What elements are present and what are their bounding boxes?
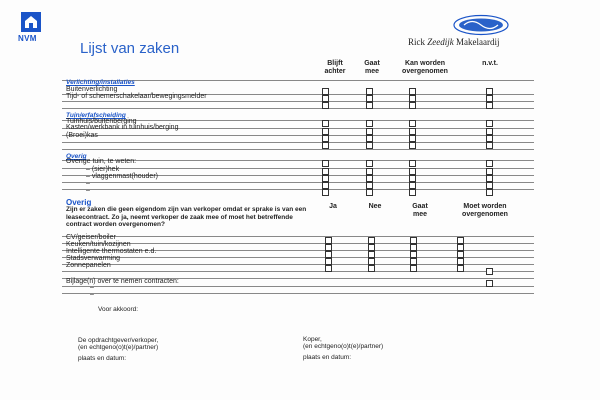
checkbox[interactable] bbox=[325, 265, 332, 272]
checkbox[interactable] bbox=[410, 251, 417, 258]
checkbox[interactable] bbox=[486, 280, 493, 287]
checkbox[interactable] bbox=[366, 189, 373, 196]
col-gaat-mee: Gaat mee bbox=[364, 60, 380, 75]
row-label: Zonnepanelen bbox=[66, 262, 111, 269]
checkbox[interactable] bbox=[368, 258, 375, 265]
checkbox[interactable] bbox=[368, 265, 375, 272]
row-label: – vlaggenmast(houder) bbox=[86, 173, 158, 180]
buyer-place-date: plaats en datum: bbox=[303, 354, 352, 361]
col-gaat-mee-2: Gaat mee bbox=[412, 203, 428, 218]
nvm-logo bbox=[18, 12, 44, 46]
page-title: Lijst van zaken bbox=[80, 40, 180, 57]
checkbox[interactable] bbox=[486, 135, 493, 142]
checkbox[interactable] bbox=[325, 251, 332, 258]
checkbox[interactable] bbox=[366, 120, 373, 127]
divider bbox=[62, 189, 534, 190]
voor-akkoord: Voor akkoord: bbox=[98, 306, 139, 313]
divider bbox=[62, 135, 534, 136]
checkbox[interactable] bbox=[486, 175, 493, 182]
checkbox[interactable] bbox=[322, 128, 329, 135]
section-heading: Overig bbox=[66, 153, 87, 160]
checkbox[interactable] bbox=[457, 237, 464, 244]
divider bbox=[62, 286, 534, 287]
checkbox[interactable] bbox=[322, 88, 329, 95]
seller-place-date: plaats en datum: bbox=[78, 355, 127, 362]
checkbox[interactable] bbox=[322, 95, 329, 102]
divider bbox=[62, 142, 534, 143]
checkbox[interactable] bbox=[486, 128, 493, 135]
checkbox[interactable] bbox=[409, 189, 416, 196]
checkbox[interactable] bbox=[366, 175, 373, 182]
buyer-label: Koper, bbox=[303, 336, 322, 343]
row-label: – (sier)hek bbox=[86, 166, 120, 173]
nvm-logo-text: NVM bbox=[18, 34, 37, 43]
lease-question: Zijn er zaken die geen eigendom zijn van verkoper omdat er sprake is van een leasecontract. Zo ja, neemt verkoper de zaak mee of moet het betreffende contract worden overgenomen? bbox=[66, 206, 307, 228]
row-label: Intelligente thermostaten e.d. bbox=[66, 248, 157, 255]
seller-label-partner: (en echtgeno(o)t(e)/partner) bbox=[78, 344, 159, 351]
checkbox[interactable] bbox=[322, 102, 329, 109]
checkbox[interactable] bbox=[322, 135, 329, 142]
checkbox[interactable] bbox=[368, 244, 375, 251]
row-label: Overige tuin, te weten: bbox=[66, 158, 137, 165]
checkbox[interactable] bbox=[409, 95, 416, 102]
checkbox[interactable] bbox=[457, 258, 464, 265]
checkbox[interactable] bbox=[409, 142, 416, 149]
checkbox[interactable] bbox=[322, 168, 329, 175]
overig-heading: Overig bbox=[66, 198, 92, 207]
checkbox[interactable] bbox=[410, 265, 417, 272]
checkbox[interactable] bbox=[410, 237, 417, 244]
divider bbox=[62, 293, 534, 294]
checkbox[interactable] bbox=[409, 168, 416, 175]
checkbox[interactable] bbox=[322, 182, 329, 189]
section-heading: Tuin/erfafscheiding bbox=[66, 112, 126, 119]
divider bbox=[62, 168, 534, 169]
checkbox[interactable] bbox=[486, 88, 493, 95]
checkbox[interactable] bbox=[366, 102, 373, 109]
agency-logo-icon bbox=[452, 14, 510, 36]
checkbox[interactable] bbox=[366, 142, 373, 149]
checkbox[interactable] bbox=[366, 88, 373, 95]
checkbox[interactable] bbox=[368, 237, 375, 244]
seller-label: De opdrachtgever/verkoper, bbox=[78, 337, 159, 344]
row-label: Kasten/werkbank in tuinhuis/berging bbox=[66, 124, 179, 131]
row-label: (Broei)kas bbox=[66, 132, 98, 139]
row-label: CV/geiser/boiler bbox=[66, 234, 116, 241]
buyer-label-partner: (en echtgeno(o)t(e)/partner) bbox=[303, 343, 384, 350]
checkbox[interactable] bbox=[486, 268, 493, 275]
checkbox[interactable] bbox=[322, 120, 329, 127]
checkbox[interactable] bbox=[486, 95, 493, 102]
checkbox[interactable] bbox=[409, 135, 416, 142]
checkbox[interactable] bbox=[409, 128, 416, 135]
checkbox[interactable] bbox=[366, 95, 373, 102]
checkbox[interactable] bbox=[325, 237, 332, 244]
row-label: Buitenverlichting bbox=[66, 86, 118, 93]
checkbox[interactable] bbox=[409, 175, 416, 182]
col-ja: Ja bbox=[329, 203, 337, 210]
checkbox[interactable] bbox=[409, 182, 416, 189]
row-label: Tijd- of schemerschakelaar/bewegingsmelder bbox=[66, 93, 207, 100]
checkbox[interactable] bbox=[457, 244, 464, 251]
dash: – bbox=[90, 291, 94, 298]
col-moet-worden-overgenomen: Moet worden overgenomen bbox=[462, 203, 508, 218]
checkbox[interactable] bbox=[325, 244, 332, 251]
divider bbox=[62, 149, 534, 150]
checkbox[interactable] bbox=[322, 189, 329, 196]
checkbox[interactable] bbox=[486, 182, 493, 189]
checkbox[interactable] bbox=[325, 258, 332, 265]
checkbox[interactable] bbox=[457, 265, 464, 272]
checkbox[interactable] bbox=[366, 168, 373, 175]
checkbox[interactable] bbox=[322, 175, 329, 182]
checkbox[interactable] bbox=[366, 160, 373, 167]
checkbox[interactable] bbox=[457, 251, 464, 258]
checkbox[interactable] bbox=[486, 102, 493, 109]
divider bbox=[62, 108, 534, 109]
checkbox[interactable] bbox=[410, 244, 417, 251]
section-heading: Verlichting/installaties bbox=[66, 79, 135, 86]
divider bbox=[62, 182, 534, 183]
checkbox[interactable] bbox=[486, 142, 493, 149]
checkbox[interactable] bbox=[486, 189, 493, 196]
bijlagen-label: Bijlage(n) over te nemen contracten: bbox=[66, 278, 179, 285]
row-label: – bbox=[86, 187, 90, 194]
divider bbox=[62, 101, 534, 102]
checkbox[interactable] bbox=[368, 251, 375, 258]
checkbox[interactable] bbox=[410, 258, 417, 265]
agency-name: Rick Zeedijk Makelaardij bbox=[408, 37, 500, 47]
col-nvt: n.v.t. bbox=[482, 60, 498, 67]
checkbox[interactable] bbox=[322, 160, 329, 167]
checkbox[interactable] bbox=[486, 160, 493, 167]
checkbox[interactable] bbox=[409, 160, 416, 167]
checkbox[interactable] bbox=[366, 182, 373, 189]
nvm-house-icon bbox=[21, 12, 41, 32]
dash: – bbox=[90, 284, 94, 291]
checkbox[interactable] bbox=[366, 135, 373, 142]
row-label: Stadsverwarming bbox=[66, 255, 121, 262]
checkbox[interactable] bbox=[409, 120, 416, 127]
row-label: Keuken/tuin/kozijnen bbox=[66, 241, 131, 248]
checkbox[interactable] bbox=[409, 102, 416, 109]
checkbox[interactable] bbox=[409, 88, 416, 95]
checkbox[interactable] bbox=[486, 120, 493, 127]
row-label: – bbox=[86, 180, 90, 187]
col-kan-worden-overgenomen: Kan worden overgenomen bbox=[402, 60, 448, 75]
checkbox[interactable] bbox=[322, 142, 329, 149]
checkbox[interactable] bbox=[366, 128, 373, 135]
checkbox[interactable] bbox=[486, 168, 493, 175]
row-label: Tuinhuis/buitenberging bbox=[66, 118, 137, 125]
col-blijft-achter: Blijft achter bbox=[324, 60, 346, 75]
col-nee: Nee bbox=[368, 203, 382, 210]
